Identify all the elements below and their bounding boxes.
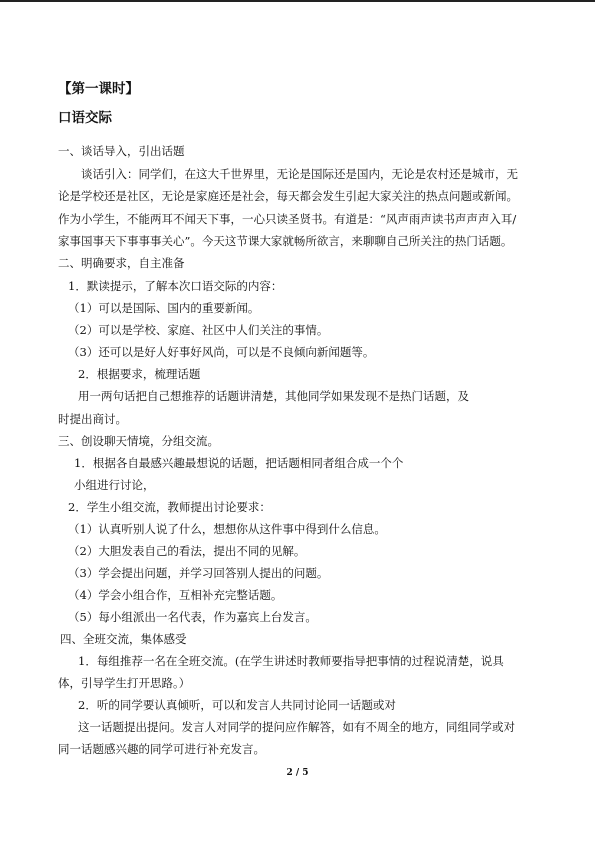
text-line: 谈话引入：同学们，在这大千世界里，无论是国际还是国内，无论是农村还是城市，无 xyxy=(81,167,518,181)
page-number: 2 / 5 xyxy=(286,768,309,778)
text-line: 2．听的同学要认真倾听，可以和发言人共同讨论同一话题或对 xyxy=(78,698,396,712)
text-line: 1．默读提示，了解本次口语交际的内容： xyxy=(68,279,283,293)
header-rule xyxy=(0,0,595,2)
text-line: 论是学校还是社区，无论是家庭还是社会，每天都会发生引起大家关注的热点问题或新闻。 xyxy=(58,189,518,203)
text-line: 二、明确要求，自主准备 xyxy=(58,256,185,270)
text-line: 三、创设聊天情境，分组交流。 xyxy=(58,434,219,448)
text-line: 1．每组推荐一名在全班交流。(在学生讲述时教师要指导把事情的过程说清楚，说具 xyxy=(78,654,504,668)
text-line: （3）学会提出问题，并学习回答别人提出的问题。 xyxy=(68,566,329,580)
section-subheading: 口语交际 xyxy=(58,110,112,126)
text-line: 家事国事天下事事事关心”。今天这节课大家就畅所欲言，来聊聊自己所关注的热门话题。 xyxy=(58,234,513,248)
text-line: 这一话题提出提问。发言人对同学的提问应作解答，如有不周全的地方，同组同学或对 xyxy=(78,720,515,734)
text-line: 小组进行讨论， xyxy=(74,478,155,492)
section-heading: 【第一课时】 xyxy=(58,81,139,97)
text-line: （2）大胆发表自己的看法，提出不同的见解。 xyxy=(68,544,306,558)
text-line: （1）认真听别人说了什么，想想你从这件事中得到什么信息。 xyxy=(68,522,386,536)
text-line: 体，引导学生打开思路。） xyxy=(58,676,191,690)
text-line: 作为小学生，不能两耳不闻天下事，一心只读圣贤书。有道是：“风声雨声读书声声声入耳/ xyxy=(58,212,517,226)
text-line: 一、谈话导入，引出话题 xyxy=(58,144,185,158)
text-line: 2．学生小组交流，教师提出讨论要求： xyxy=(68,500,271,514)
text-line: 2．根据要求，梳理话题 xyxy=(78,367,201,381)
text-line: （1）可以是国际、国内的重要新闻。 xyxy=(68,301,260,315)
text-line: （3）还可以是好人好事好风尚，可以是不良倾向新闻题等。 xyxy=(68,345,375,359)
text-line: （4）学会小组合作，互相补充完整话题。 xyxy=(68,588,283,602)
text-line: 四、全班交流，集体感受 xyxy=(60,632,187,646)
text-line: 用一两句话把自己想推荐的话题讲清楚，其他同学如果发现不是热门话题，及 xyxy=(78,389,469,403)
text-line: （5）每小组派出一名代表，作为嘉宾上台发言。 xyxy=(68,610,317,624)
text-line: 时提出商讨。 xyxy=(58,412,127,426)
text-line: 1．根据各自最感兴趣最想说的话题，把话题相同者组合成一个个 xyxy=(74,456,404,470)
text-line: 同一话题感兴趣的同学可进行补充发言。 xyxy=(58,742,265,756)
text-line: （2）可以是学校、家庭、社区中人们关注的事情。 xyxy=(68,323,329,337)
